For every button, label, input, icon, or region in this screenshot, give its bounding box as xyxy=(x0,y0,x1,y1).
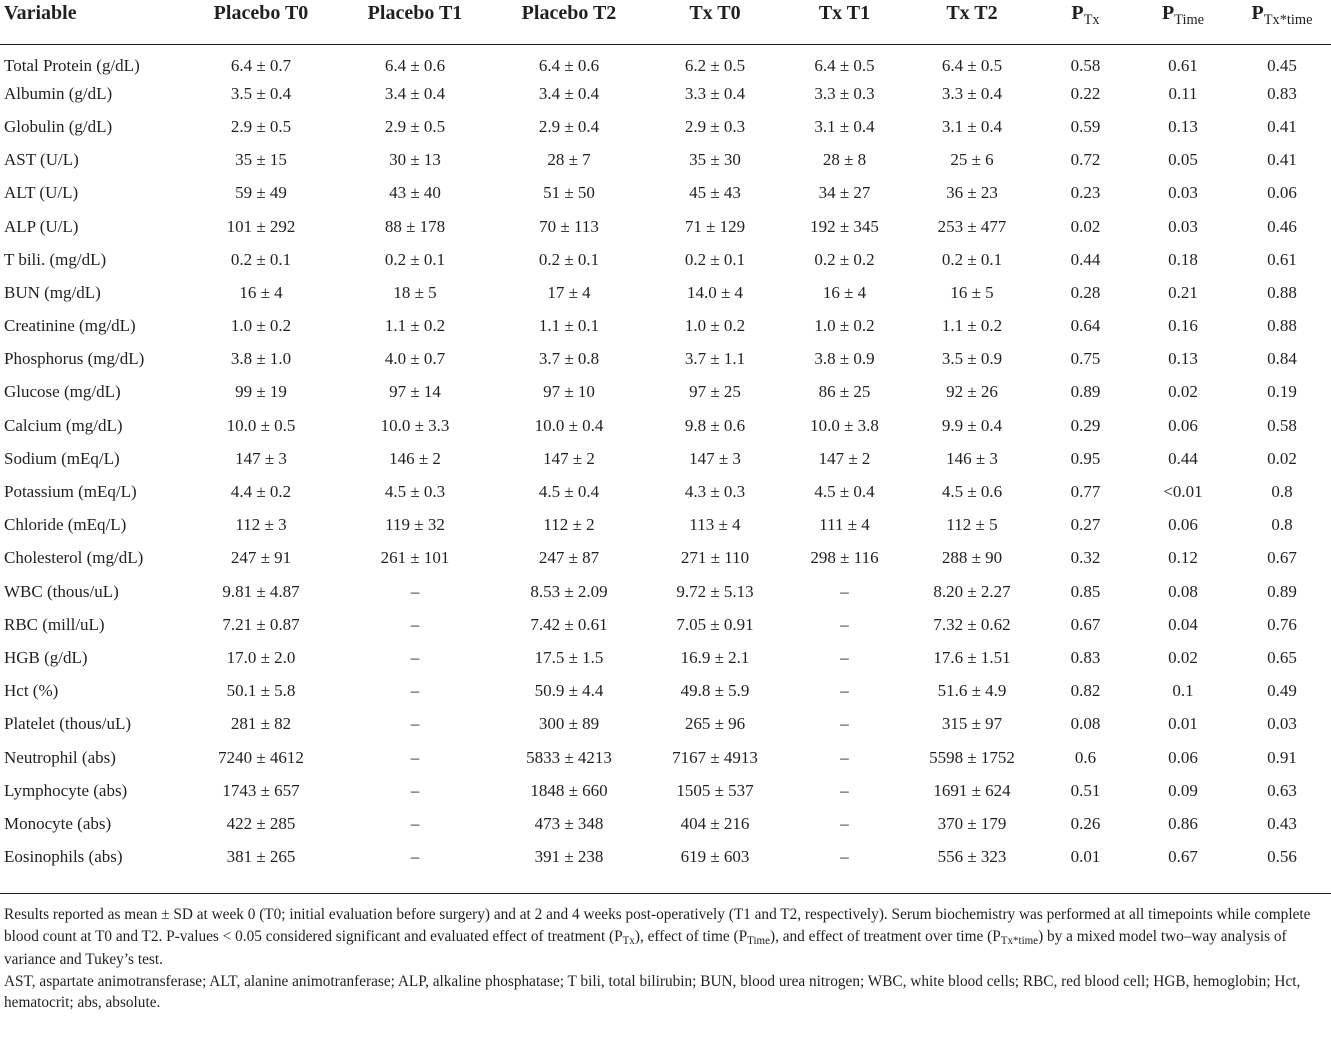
cell-variable: Platelet (thous/uL) xyxy=(4,714,132,734)
cell-tx-t0: 3.3 ± 0.4 xyxy=(684,83,746,103)
cell-placebo-t1: 6.4 ± 0.6 xyxy=(384,55,446,75)
cell-placebo-t1: 0.2 ± 0.1 xyxy=(384,249,446,269)
cell-variable: Calcium (mg/dL) xyxy=(4,415,123,435)
cell-tx-t0: 35 ± 30 xyxy=(689,150,741,170)
table-row xyxy=(0,243,1331,276)
cell-variable: Hct (%) xyxy=(4,681,59,701)
cell-placebo-t2: 147 ± 2 xyxy=(543,448,595,468)
cell-variable: Phosphorus (mg/dL) xyxy=(4,349,145,369)
cell-tx-t1: – xyxy=(840,614,849,634)
cell-placebo-t0: 281 ± 82 xyxy=(230,714,292,734)
cell-placebo-t2: 10.0 ± 0.4 xyxy=(534,415,604,435)
table-row xyxy=(0,144,1331,177)
cell-placebo-t1: 43 ± 40 xyxy=(389,183,441,203)
table-row xyxy=(0,608,1331,641)
cell-placebo-t0: 247 ± 91 xyxy=(230,548,292,568)
cell-tx-t2: 6.4 ± 0.5 xyxy=(941,55,1003,75)
cell-placebo-t1: – xyxy=(410,681,420,701)
cell-tx-t0: 3.7 ± 1.1 xyxy=(684,349,746,369)
cell-variable: Globulin (g/dL) xyxy=(4,116,113,136)
cell-tx-t1: 298 ± 116 xyxy=(810,548,879,568)
table-row xyxy=(0,741,1331,774)
cell-placebo-t1: – xyxy=(410,581,420,601)
header-tx-t2: Tx T2 xyxy=(946,2,998,24)
cell-placebo-t1: 119 ± 32 xyxy=(385,515,445,535)
cell-p-tx-time: 0.89 xyxy=(1267,581,1297,601)
header-p-tx: $P_{Tx}$ xyxy=(1071,2,1100,29)
cell-p-time: 0.13 xyxy=(1168,116,1198,136)
cell-p-tx-time: 0.8 xyxy=(1271,515,1293,535)
header-p-tx-subscript: Tx xyxy=(1083,12,1100,29)
cell-placebo-t2: 97 ± 10 xyxy=(543,382,595,402)
table-body xyxy=(0,44,1331,874)
cell-placebo-t2: 17 ± 4 xyxy=(547,282,591,302)
cell-placebo-t2: 473 ± 348 xyxy=(534,813,604,833)
cell-tx-t1: 111 ± 4 xyxy=(819,515,870,535)
cell-p-tx-time: 0.43 xyxy=(1267,813,1297,833)
cell-p-time: 0.03 xyxy=(1168,216,1198,236)
cell-p-tx: 0.67 xyxy=(1070,614,1101,634)
cell-placebo-t1: – xyxy=(410,813,420,833)
cell-placebo-t1: 2.9 ± 0.5 xyxy=(384,116,446,136)
cell-placebo-t1: – xyxy=(410,714,420,734)
cell-tx-t0: 14.0 ± 4 xyxy=(686,282,744,302)
cell-tx-t2: 7.32 ± 0.62 xyxy=(933,614,1011,634)
cell-p-tx-time: 0.46 xyxy=(1267,216,1297,236)
cell-variable: Eosinophils (abs) xyxy=(4,847,123,867)
cell-placebo-t0: 2.9 ± 0.5 xyxy=(230,116,292,136)
table-row xyxy=(0,210,1331,243)
cell-tx-t1: 147 ± 2 xyxy=(818,448,871,468)
cell-p-tx: 0.26 xyxy=(1070,813,1101,833)
cell-placebo-t0: 9.81 ± 4.87 xyxy=(222,581,300,601)
cell-p-time: 0.06 xyxy=(1168,515,1198,535)
cell-placebo-t0: 99 ± 19 xyxy=(235,382,287,402)
table-row xyxy=(0,110,1331,143)
cell-tx-t0: 113 ± 4 xyxy=(689,515,741,535)
cell-tx-t0: 6.2 ± 0.5 xyxy=(684,55,746,75)
cell-p-tx-time: 0.84 xyxy=(1267,349,1297,369)
cell-p-tx-time: 0.56 xyxy=(1267,847,1297,867)
cell-p-tx-time: 0.45 xyxy=(1267,55,1297,75)
cell-p-time: 0.08 xyxy=(1168,581,1198,601)
table-row xyxy=(0,343,1331,376)
cell-placebo-t2: 5833 ± 4213 xyxy=(526,747,612,767)
table-row xyxy=(0,841,1331,874)
results-footnote: Results reported as mean ± SD at week 0 (T0; initial evaluation before surgery) and at 2 and 4 weeks post-operatively (T1 and T2, respectively). Serum biochemistry was performed at all timepoints while complete blood count at T0 and T2. P-values < 0.05 considered significant and evaluated effect of treatment $(P_{Tx})$, effect of time $(P_{Time})$, and effect of treatment over time $(P_{Tx*time})$ by a mixed model two–way analysis of variance and Tukey’s test. xyxy=(4,906,1311,968)
cell-p-tx-time: 0.41 xyxy=(1267,116,1297,136)
cell-variable: Potassium (mEq/L) xyxy=(4,482,137,502)
cell-tx-t1: 10.0 ± 3.8 xyxy=(810,415,879,435)
cell-p-tx: 0.51 xyxy=(1070,780,1101,800)
cell-tx-t1: 4.5 ± 0.4 xyxy=(814,482,875,502)
cell-tx-t0: 0.2 ± 0.1 xyxy=(684,249,746,269)
header-p-time-subscript: Time xyxy=(1174,12,1205,29)
cell-placebo-t2: 112 ± 2 xyxy=(543,515,595,535)
cell-tx-t2: 315 ± 97 xyxy=(941,714,1003,734)
cell-variable: Chloride (mEq/L) xyxy=(4,515,127,535)
cell-tx-t1: 86 ± 25 xyxy=(818,382,871,402)
table-bottom-rule xyxy=(0,893,1331,894)
cell-tx-t2: 25 ± 6 xyxy=(950,150,994,170)
cell-p-tx: 0.95 xyxy=(1070,448,1101,468)
cell-p-tx-time: 0.02 xyxy=(1267,448,1297,468)
cell-tx-t1: – xyxy=(840,714,849,734)
cell-p-tx: 0.72 xyxy=(1070,150,1101,170)
cell-placebo-t2: 8.53 ± 2.09 xyxy=(530,581,608,601)
cell-tx-t2: 253 ± 477 xyxy=(937,216,1007,236)
cell-tx-t0: 404 ± 216 xyxy=(680,813,750,833)
cell-tx-t1: – xyxy=(840,747,849,767)
cell-tx-t2: 288 ± 90 xyxy=(941,548,1003,568)
cell-placebo-t2: 300 ± 89 xyxy=(538,714,600,734)
cell-p-time: 0.09 xyxy=(1168,780,1198,800)
cell-tx-t2: 3.1 ± 0.4 xyxy=(941,116,1003,136)
table-row xyxy=(0,442,1331,475)
cell-p-time: 0.02 xyxy=(1168,647,1198,667)
cell-p-time: 0.61 xyxy=(1168,55,1198,75)
cell-p-time: 0.16 xyxy=(1168,316,1198,336)
table-row xyxy=(0,409,1331,442)
cell-placebo-t1: – xyxy=(410,747,420,767)
cell-variable: Total Protein (g/dL) xyxy=(4,55,140,75)
cell-placebo-t0: 3.5 ± 0.4 xyxy=(230,83,292,103)
header-p-tx-time: $P_{Tx*time}$ xyxy=(1251,2,1313,29)
header-tx-t1: Tx T1 xyxy=(818,2,871,24)
cell-tx-t0: 16.9 ± 2.1 xyxy=(680,647,750,667)
cell-variable: RBC (mill/uL) xyxy=(4,614,105,634)
cell-tx-t1: – xyxy=(840,847,849,867)
cell-tx-t1: 6.4 ± 0.5 xyxy=(814,55,875,75)
cell-placebo-t0: 381 ± 265 xyxy=(226,847,296,867)
table-row xyxy=(0,708,1331,741)
cell-tx-t0: 9.8 ± 0.6 xyxy=(684,415,746,435)
table-row xyxy=(0,774,1331,807)
cell-tx-t0: 97 ± 25 xyxy=(689,382,741,402)
cell-placebo-t2: 70 ± 113 xyxy=(539,216,599,236)
cell-tx-t2: 146 ± 3 xyxy=(946,448,998,468)
cell-p-time: 0.86 xyxy=(1168,813,1198,833)
cell-tx-t2: 0.2 ± 0.1 xyxy=(941,249,1003,269)
cell-p-time: 0.03 xyxy=(1168,183,1198,203)
cell-p-tx: 0.82 xyxy=(1070,681,1101,701)
cell-p-tx-time: 0.61 xyxy=(1267,249,1297,269)
cell-placebo-t1: 261 ± 101 xyxy=(380,548,450,568)
cell-placebo-t0: 6.4 ± 0.7 xyxy=(230,55,292,75)
cell-tx-t2: 9.9 ± 0.4 xyxy=(941,415,1003,435)
header-p-time: $P_{Time}$ xyxy=(1161,2,1205,29)
cell-p-tx-time: 0.41 xyxy=(1267,150,1297,170)
cell-placebo-t2: 51 ± 50 xyxy=(543,183,595,203)
cell-tx-t1: 34 ± 27 xyxy=(818,183,871,203)
cell-variable: Cholesterol (mg/dL) xyxy=(4,548,144,568)
cell-tx-t2: 51.6 ± 4.9 xyxy=(937,681,1007,701)
cell-tx-t2: 5598 ± 1752 xyxy=(929,747,1015,767)
cell-variable: ALT (U/L) xyxy=(4,183,79,203)
cell-placebo-t2: 0.2 ± 0.1 xyxy=(538,249,600,269)
cell-p-time: 0.1 xyxy=(1172,681,1194,701)
cell-tx-t0: 2.9 ± 0.3 xyxy=(684,116,746,136)
cell-p-tx-time: 0.8 xyxy=(1271,482,1293,502)
cell-placebo-t2: 247 ± 87 xyxy=(538,548,600,568)
cell-placebo-t0: 422 ± 285 xyxy=(226,813,296,833)
cell-p-tx-time: 0.88 xyxy=(1267,282,1297,302)
cell-p-tx: 0.59 xyxy=(1070,116,1101,136)
cell-p-tx-time: 0.67 xyxy=(1267,548,1297,568)
cell-p-tx: 0.02 xyxy=(1070,216,1101,236)
cell-variable: WBC (thous/uL) xyxy=(4,581,119,601)
cell-placebo-t2: 1848 ± 660 xyxy=(530,780,608,800)
cell-p-tx: 0.23 xyxy=(1070,183,1101,203)
cell-tx-t1: 3.3 ± 0.3 xyxy=(814,83,875,103)
header-placebo-t0: Placebo T0 xyxy=(213,2,309,24)
cell-placebo-t1: – xyxy=(410,647,420,667)
cell-placebo-t1: 18 ± 5 xyxy=(393,282,437,302)
table-row xyxy=(0,675,1331,708)
cell-p-time: 0.01 xyxy=(1168,714,1198,734)
cell-tx-t0: 71 ± 129 xyxy=(684,216,746,236)
cell-tx-t0: 265 ± 96 xyxy=(684,714,746,734)
table-footnotes xyxy=(4,904,1327,1014)
cell-tx-t1: 28 ± 8 xyxy=(822,150,867,170)
cell-tx-t0: 9.72 ± 5.13 xyxy=(676,581,754,601)
header-placebo-t2: Placebo T2 xyxy=(521,2,617,24)
cell-placebo-t2: 391 ± 238 xyxy=(534,847,604,867)
cell-tx-t0: 7167 ± 4913 xyxy=(672,747,758,767)
header-variable: Variable xyxy=(4,2,77,24)
table-row xyxy=(0,310,1331,343)
cell-tx-t1: 16 ± 4 xyxy=(822,282,867,302)
cell-placebo-t1: 10.0 ± 3.3 xyxy=(380,415,450,435)
cell-p-tx: 0.01 xyxy=(1070,847,1101,867)
cell-p-tx: 0.22 xyxy=(1070,83,1101,103)
cell-p-tx-time: 0.49 xyxy=(1267,681,1297,701)
abbreviations-footnote: AST, aspartate animotransferase; ALT, alanine animotranferase; ALP, alkaline phosphatase; T bili, total bilirubin; BUN, blood urea nitrogen; WBC, white blood cells; RBC, red blood cell; HGB, hemoglobin; Hct, hematocrit; abs, absolute. xyxy=(4,972,1301,1011)
cell-placebo-t2: 2.9 ± 0.4 xyxy=(538,116,600,136)
cell-tx-t0: 1505 ± 537 xyxy=(676,780,754,800)
table-row xyxy=(0,276,1331,309)
cell-tx-t2: 36 ± 23 xyxy=(946,183,998,203)
cell-placebo-t0: 1.0 ± 0.2 xyxy=(230,316,292,336)
cell-placebo-t0: 101 ± 292 xyxy=(226,216,296,236)
cell-placebo-t0: 0.2 ± 0.1 xyxy=(230,249,292,269)
cell-p-time: 0.67 xyxy=(1168,847,1198,867)
cell-tx-t2: 16 ± 5 xyxy=(950,282,994,302)
cell-tx-t2: 1691 ± 624 xyxy=(933,780,1011,800)
cell-p-tx: 0.89 xyxy=(1070,382,1101,402)
cell-variable: Monocyte (abs) xyxy=(4,813,112,833)
cell-tx-t2: 8.20 ± 2.27 xyxy=(933,581,1011,601)
cell-tx-t1: – xyxy=(840,581,849,601)
cell-placebo-t1: 4.5 ± 0.3 xyxy=(384,482,446,502)
cell-variable: HGB (g/dL) xyxy=(4,647,88,667)
cell-variable: T bili. (mg/dL) xyxy=(4,249,107,269)
cell-p-tx: 0.32 xyxy=(1070,548,1101,568)
cell-placebo-t0: 4.4 ± 0.2 xyxy=(230,482,292,502)
cell-placebo-t0: 1743 ± 657 xyxy=(222,780,300,800)
cell-placebo-t1: – xyxy=(410,847,420,867)
cell-placebo-t0: 3.8 ± 1.0 xyxy=(230,349,292,369)
table-header xyxy=(0,0,1331,44)
cell-p-tx: 0.75 xyxy=(1070,349,1101,369)
cell-placebo-t1: 88 ± 178 xyxy=(384,216,446,236)
cell-variable: Sodium (mEq/L) xyxy=(4,448,120,468)
cell-p-tx: 0.85 xyxy=(1070,581,1101,601)
cell-tx-t1: 1.0 ± 0.2 xyxy=(814,316,875,336)
cell-tx-t0: 4.3 ± 0.3 xyxy=(684,482,746,502)
cell-placebo-t2: 1.1 ± 0.1 xyxy=(538,316,600,336)
cell-placebo-t0: 17.0 ± 2.0 xyxy=(226,647,296,667)
cell-placebo-t0: 7240 ± 4612 xyxy=(218,747,304,767)
cell-p-tx-time: 0.06 xyxy=(1267,183,1297,203)
table-row xyxy=(0,575,1331,608)
cell-placebo-t2: 3.4 ± 0.4 xyxy=(538,83,600,103)
cell-tx-t1: 3.1 ± 0.4 xyxy=(814,116,875,136)
cell-tx-t1: – xyxy=(840,681,849,701)
cell-p-tx: 0.64 xyxy=(1070,316,1101,336)
cell-tx-t0: 49.8 ± 5.9 xyxy=(680,681,750,701)
cell-p-tx: 0.77 xyxy=(1070,482,1101,502)
cell-tx-t1: 3.8 ± 0.9 xyxy=(814,349,875,369)
cell-tx-t0: 619 ± 603 xyxy=(680,847,750,867)
cell-p-tx-time: 0.63 xyxy=(1267,780,1297,800)
cell-tx-t2: 370 ± 179 xyxy=(937,813,1007,833)
table-row xyxy=(0,542,1331,575)
cell-placebo-t0: 147 ± 3 xyxy=(235,448,287,468)
cell-placebo-t2: 4.5 ± 0.4 xyxy=(538,482,600,502)
cell-p-time: 0.11 xyxy=(1168,83,1198,103)
cell-tx-t1: – xyxy=(840,813,849,833)
cell-p-tx: 0.83 xyxy=(1070,647,1101,667)
cell-placebo-t2: 7.42 ± 0.61 xyxy=(530,614,608,634)
cell-p-tx-time: 0.03 xyxy=(1267,714,1297,734)
cell-p-time: 0.02 xyxy=(1168,382,1198,402)
cell-p-time: 0.13 xyxy=(1168,349,1198,369)
cell-tx-t0: 45 ± 43 xyxy=(689,183,741,203)
cell-p-tx-time: 0.88 xyxy=(1267,316,1297,336)
cell-p-tx-time: 0.58 xyxy=(1267,415,1297,435)
cell-placebo-t1: 97 ± 14 xyxy=(389,382,441,402)
cell-tx-t2: 112 ± 5 xyxy=(946,515,998,535)
cell-p-tx: 0.27 xyxy=(1070,515,1101,535)
cell-p-tx-time: 0.65 xyxy=(1267,647,1297,667)
cell-tx-t2: 556 ± 323 xyxy=(937,847,1007,867)
cell-tx-t1: 0.2 ± 0.2 xyxy=(814,249,875,269)
cell-placebo-t0: 35 ± 15 xyxy=(235,150,287,170)
cell-placebo-t1: 146 ± 2 xyxy=(389,448,441,468)
cell-tx-t0: 1.0 ± 0.2 xyxy=(684,316,746,336)
cell-tx-t1: – xyxy=(840,780,849,800)
cell-p-time: 0.06 xyxy=(1168,415,1198,435)
cell-placebo-t2: 3.7 ± 0.8 xyxy=(538,349,600,369)
table-row xyxy=(0,177,1331,210)
header-row xyxy=(0,0,1331,44)
table-row xyxy=(0,807,1331,840)
cell-variable: Neutrophil (abs) xyxy=(4,747,116,767)
cell-p-time: 0.05 xyxy=(1168,150,1198,170)
cell-tx-t2: 92 ± 26 xyxy=(946,382,998,402)
cell-tx-t0: 147 ± 3 xyxy=(689,448,741,468)
cell-tx-t1: 192 ± 345 xyxy=(810,216,879,236)
header-p-tx-time-subscript: Tx*time xyxy=(1263,12,1313,29)
cell-placebo-t1: 4.0 ± 0.7 xyxy=(384,349,446,369)
cell-variable: Glucose (mg/dL) xyxy=(4,382,121,402)
cell-placebo-t2: 28 ± 7 xyxy=(547,150,591,170)
cell-p-time: 0.21 xyxy=(1168,282,1198,302)
cell-p-tx: 0.44 xyxy=(1070,249,1101,269)
table-row xyxy=(0,475,1331,508)
cell-p-time: 0.18 xyxy=(1168,249,1198,269)
cell-variable: Lymphocyte (abs) xyxy=(4,780,128,800)
cell-placebo-t1: – xyxy=(410,780,420,800)
cell-placebo-t0: 50.1 ± 5.8 xyxy=(226,681,296,701)
cell-p-tx-time: 0.83 xyxy=(1267,83,1297,103)
cell-placebo-t0: 59 ± 49 xyxy=(235,183,287,203)
cell-tx-t2: 3.3 ± 0.4 xyxy=(941,83,1003,103)
cell-placebo-t2: 50.9 ± 4.4 xyxy=(534,681,604,701)
cell-placebo-t2: 17.5 ± 1.5 xyxy=(534,647,604,667)
table-row xyxy=(0,509,1331,542)
cell-tx-t0: 271 ± 110 xyxy=(680,548,750,568)
cell-tx-t1: – xyxy=(840,647,849,667)
cell-placebo-t2: 6.4 ± 0.6 xyxy=(538,55,600,75)
cell-tx-t2: 1.1 ± 0.2 xyxy=(941,316,1003,336)
cell-p-time: <0.01 xyxy=(1163,482,1203,502)
cell-variable: BUN (mg/dL) xyxy=(4,282,101,302)
cell-placebo-t1: 1.1 ± 0.2 xyxy=(384,316,446,336)
cell-p-tx-time: 0.91 xyxy=(1267,747,1297,767)
cell-variable: ALP (U/L) xyxy=(4,216,79,236)
cell-p-tx: 0.58 xyxy=(1070,55,1101,75)
cell-p-time: 0.04 xyxy=(1168,614,1198,634)
table-row xyxy=(0,641,1331,674)
cell-tx-t2: 3.5 ± 0.9 xyxy=(941,349,1003,369)
table-row xyxy=(0,44,1331,77)
table-row xyxy=(0,77,1331,110)
table-row xyxy=(0,376,1331,409)
cell-tx-t0: 7.05 ± 0.91 xyxy=(676,614,754,634)
cell-variable: Creatinine (mg/dL) xyxy=(4,316,136,336)
cell-placebo-t0: 112 ± 3 xyxy=(235,515,287,535)
cell-placebo-t1: 30 ± 13 xyxy=(389,150,441,170)
cell-tx-t2: 17.6 ± 1.51 xyxy=(933,647,1011,667)
cell-placebo-t1: 3.4 ± 0.4 xyxy=(384,83,446,103)
cell-p-time: 0.44 xyxy=(1168,448,1198,468)
header-placebo-t1: Placebo T1 xyxy=(367,2,463,24)
cell-placebo-t0: 10.0 ± 0.5 xyxy=(226,415,296,435)
cell-placebo-t0: 16 ± 4 xyxy=(239,282,283,302)
cell-p-tx: 0.29 xyxy=(1070,415,1101,435)
cell-p-time: 0.06 xyxy=(1168,747,1198,767)
cell-p-tx: 0.08 xyxy=(1070,714,1101,734)
cell-variable: AST (U/L) xyxy=(4,150,79,170)
cell-tx-t2: 4.5 ± 0.6 xyxy=(941,482,1003,502)
cell-p-time: 0.12 xyxy=(1168,548,1198,568)
cell-placebo-t1: – xyxy=(410,614,420,634)
header-tx-t0: Tx T0 xyxy=(689,2,741,24)
cell-p-tx-time: 0.76 xyxy=(1267,614,1297,634)
cell-variable: Albumin (g/dL) xyxy=(4,83,113,103)
cell-placebo-t0: 7.21 ± 0.87 xyxy=(222,614,300,634)
cell-p-tx: 0.28 xyxy=(1070,282,1101,302)
cell-p-tx: 0.6 xyxy=(1074,747,1097,767)
cell-p-tx-time: 0.19 xyxy=(1267,382,1297,402)
